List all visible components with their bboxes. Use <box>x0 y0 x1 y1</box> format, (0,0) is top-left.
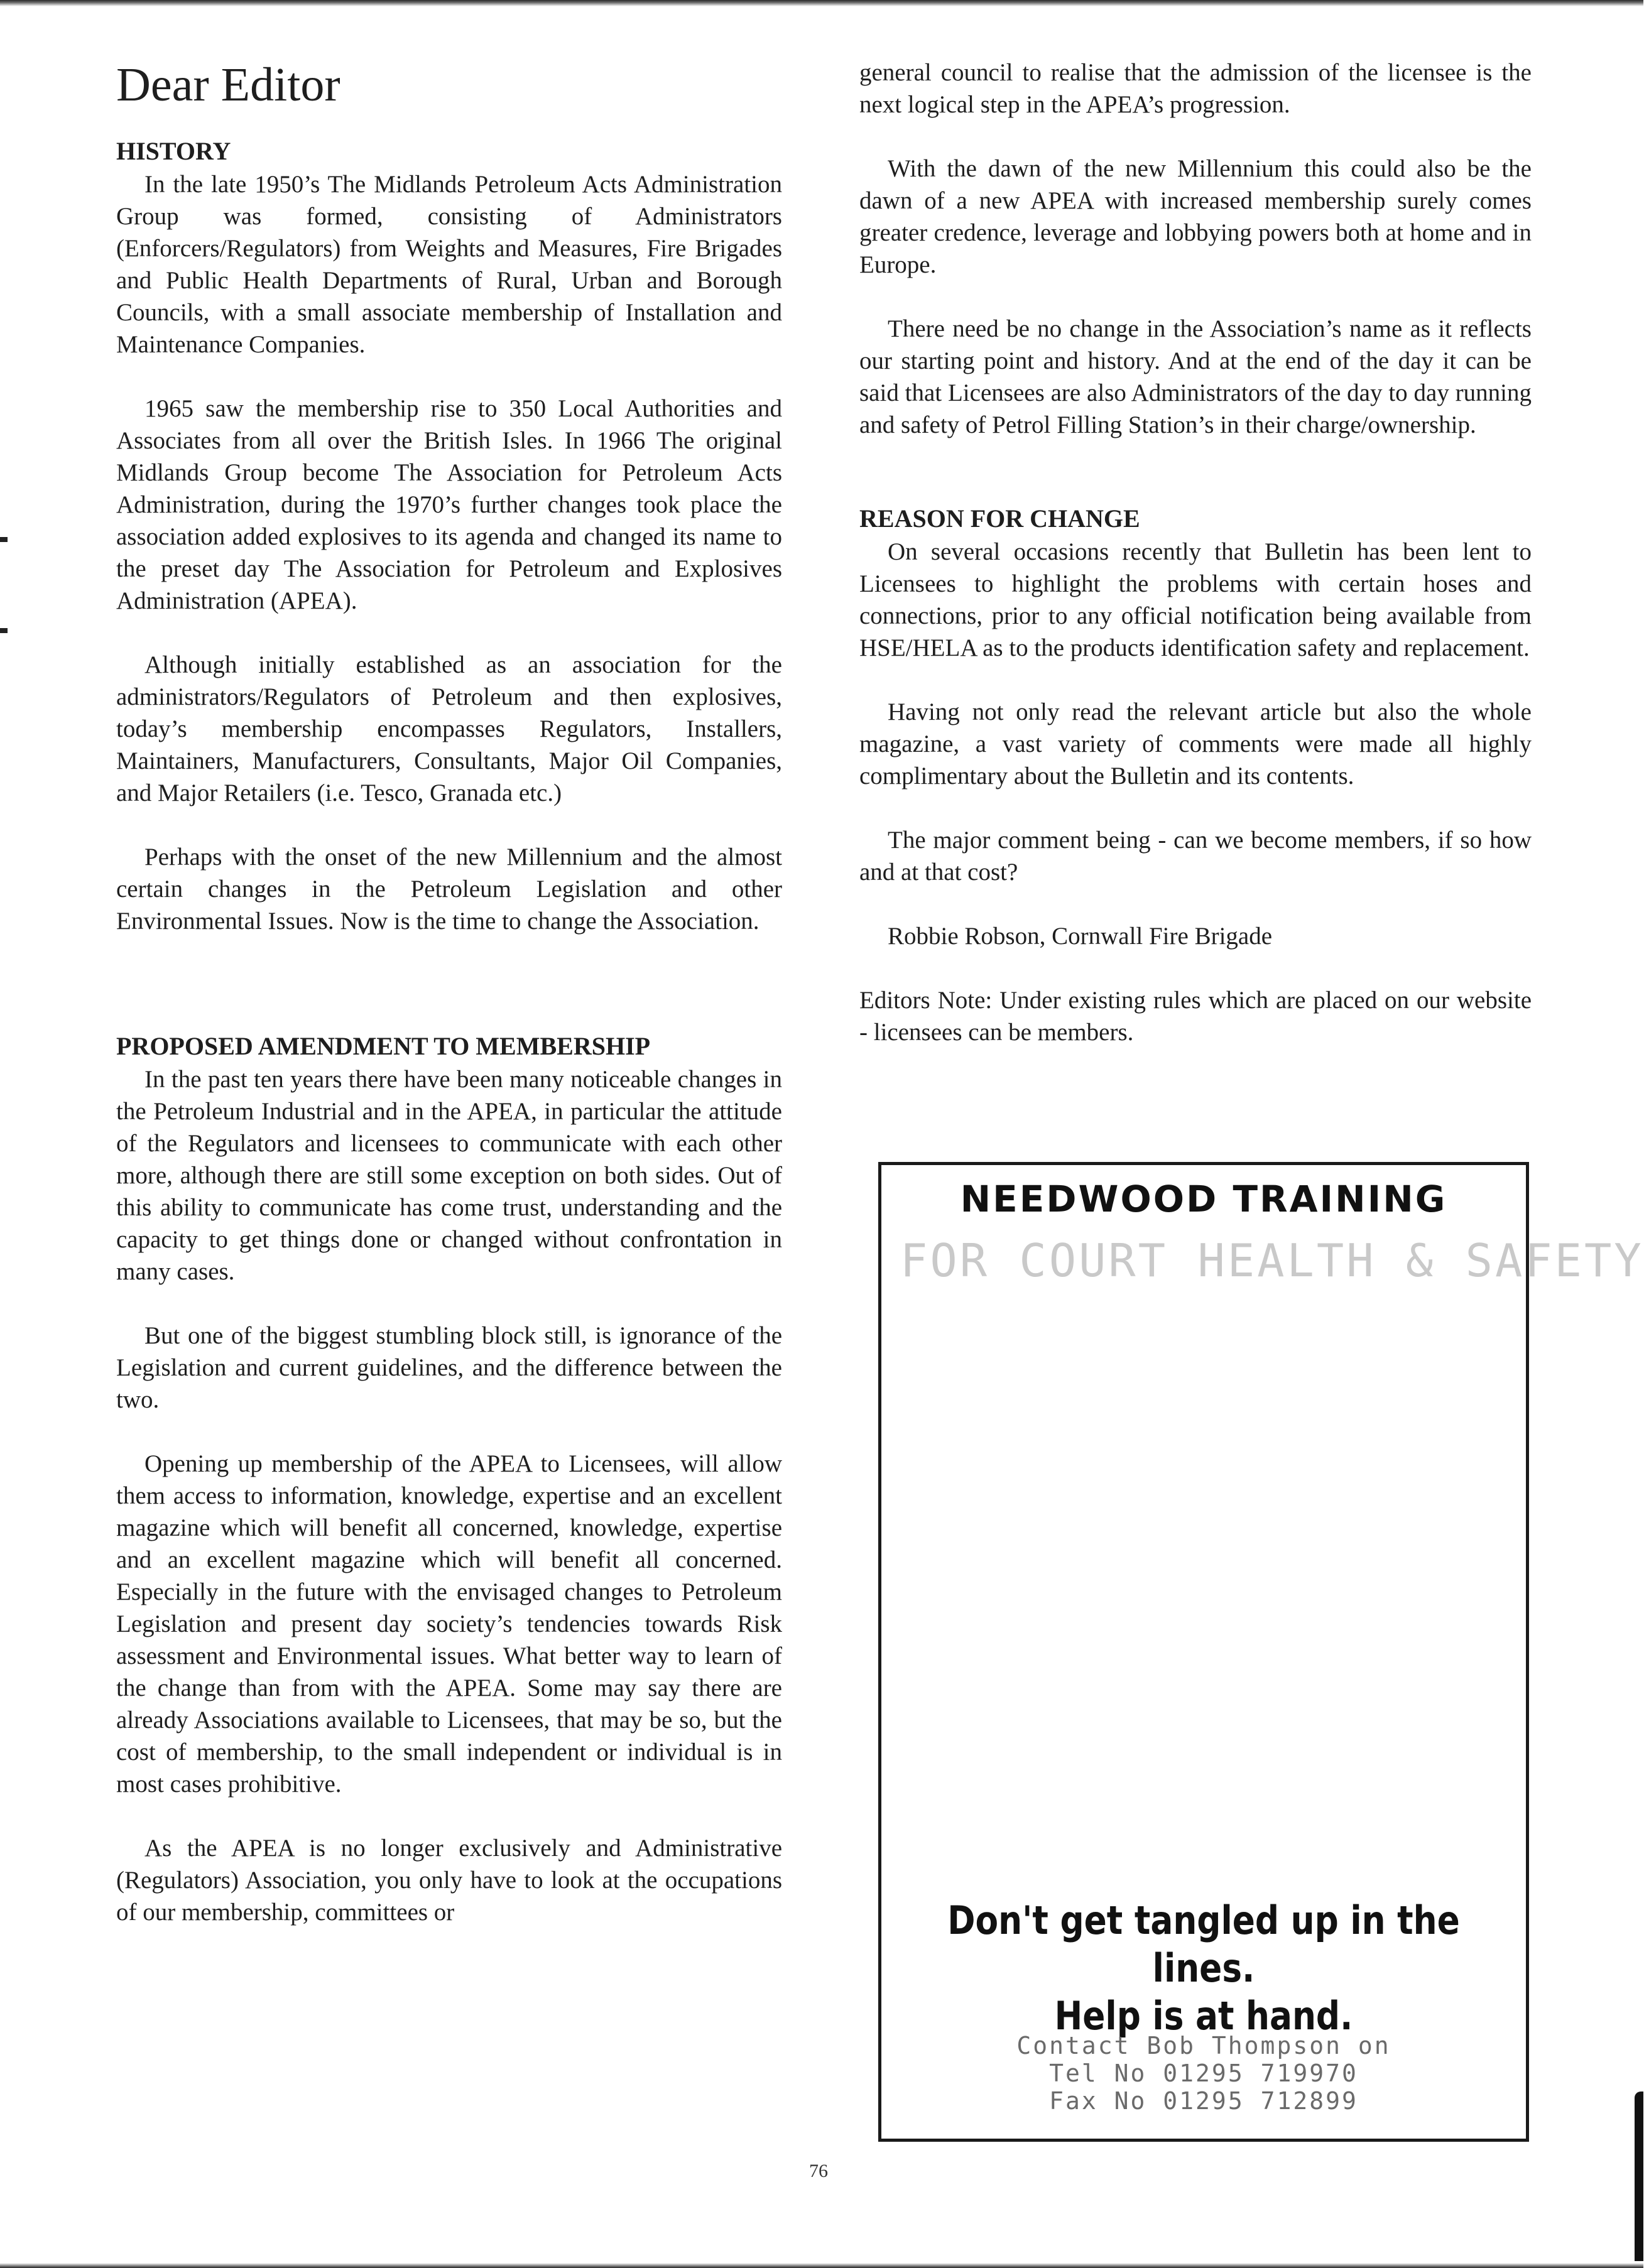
amendment-heading: PROPOSED AMENDMENT TO MEMBERSHIP <box>116 1032 651 1060</box>
history-paragraph: Perhaps with the onset of the new Millennium and the almost certain changes in the Petroleum Legislation and other Environmental Issues. Now is the time to change the Association. <box>116 844 782 935</box>
body-paragraph: With the dawn of the new Millennium this could also be the dawn of a new APEA with increased membership surely comes greater credence, leverage and lobbying powers both at home and in Europe. <box>859 155 1532 278</box>
left-column <box>116 57 782 1960</box>
advert-slogan-line: Don't get tangled up in the lines. <box>947 1897 1460 1991</box>
history-paragraph: In the late 1950’s The Midlands Petroleum Acts Administration Group was formed, consisting of Administrators (Enforcers/Regulators) from Weights and Measures, Fire Brigades and Public Health Departments of Rural, Urban and Borough Councils, with a small associate membership of Installation and Maintenance Companies. <box>116 171 782 358</box>
scan-edge-bottom <box>0 2263 1643 2268</box>
margin-mark <box>0 537 8 542</box>
right-column <box>859 57 1532 1080</box>
advert-contact-line: Contact Bob Thompson on <box>1016 2032 1391 2059</box>
reason-paragraph: On several occasions recently that Bulletin has been lent to Licensees to highlight the problems with certain hoses and connections, prior to any official notification being available from HSE/HELA as to the products identification safety and replacement. <box>859 538 1532 661</box>
amendment-paragraph: Opening up membership of the APEA to Licensees, will allow them access to information, knowledge, expertise and an excellent magazine which will benefit all concerned, knowledge, expertise and an excellent magazine which will benefit all concerned. Especially in the future with the envisaged changes to Petroleum Legislation and present day society’s tendencies towards Risk assessment and Environmental issues. What better way to learn of the change than from with the APEA. Some may say there are already Associations available to Licensees, that may be so, but the cost of membership, to the small independent or individual is in most cases prohibitive. <box>116 1450 782 1798</box>
advert-subtitle: FOR COURT HEALTH & SAFETY <box>900 1234 1644 1287</box>
page-title: Dear Editor <box>116 58 340 111</box>
reason-paragraph: The major comment being - can we become members, if so how and at that cost? <box>859 827 1532 886</box>
needwood-training-advert <box>878 1162 1644 2142</box>
reason-paragraph: Having not only read the relevant article but also the whole magazine, a vast variety of comments were made all highly complimentary about the Bulletin and its contents. <box>859 698 1532 789</box>
advert-contact <box>881 2032 1526 2115</box>
amendment-paragraph: But one of the biggest stumbling block still, is ignorance of the Legislation and current guidelines, and the difference between the two. <box>116 1322 782 1413</box>
advert-contact-line: Fax No 01295 712899 <box>1049 2087 1358 2115</box>
body-paragraph: There need be no change in the Association’s name as it reflects our starting point and history. And at the end of the day it can be said that Licensees are also Administrators of the day to day running and safety of Petrol Filling Station’s in their charge/ownership. <box>859 315 1532 438</box>
advert-contact-line: Tel No 01295 719970 <box>1049 2059 1358 2087</box>
advert-title: NEEDWOOD TRAINING <box>960 1178 1447 1220</box>
editors-note: Editors Note: Under existing rules which are placed on our website - licensees can be members. <box>859 987 1532 1046</box>
section-gap <box>116 969 782 1029</box>
section-gap <box>859 473 1532 502</box>
page-number: 76 <box>809 2161 828 2181</box>
history-paragraph: Although initially established as an association for the administrators/Regulators of Petroleum and then explosives, today’s membership encompasses Regulators, Installers, Maintainers, Manufacturers, Consultants, Major Oil Companies, and Major Retailers (i.e. Tesco, Granada etc.) <box>116 651 782 806</box>
amendment-paragraph: As the APEA is no longer exclusively and Administrative (Regulators) Association, you only have to look at the occupations of our membership, committees or <box>116 1835 782 1926</box>
margin-mark <box>0 628 8 633</box>
scan-edge-right <box>1635 2092 1643 2261</box>
history-paragraph: 1965 saw the membership rise to 350 Local Authorities and Associates from all over the British Isles. In 1966 The original Midlands Group become The Association for Petroleum Acts Administration, during the 1970’s further changes took place the association added explosives to its agenda and changed its name to the preset day The Association for Petroleum and Explosives Administration (APEA). <box>116 395 782 614</box>
scan-edge-top <box>0 0 1643 6</box>
continuation-paragraph: general council to realise that the admission of the licensee is the next logical step in the APEA’s progression. <box>859 59 1532 118</box>
advert-slogan <box>927 1897 1481 2040</box>
amendment-paragraph: In the past ten years there have been many noticeable changes in the Petroleum Industrial and in the APEA, in particular the attitude of the Regulators and licensees to communicate with each other more, although there are still some exception on both sides. Out of this ability to communicate has come trust, understanding and the capacity to get things done or changed without confrontation in many cases. <box>116 1066 782 1285</box>
history-heading: HISTORY <box>116 137 231 165</box>
reason-heading: REASON FOR CHANGE <box>859 504 1140 533</box>
advert-slogan-line: Help is at hand. <box>1054 1993 1353 2039</box>
signature: Robbie Robson, Cornwall Fire Brigade <box>888 923 1273 950</box>
